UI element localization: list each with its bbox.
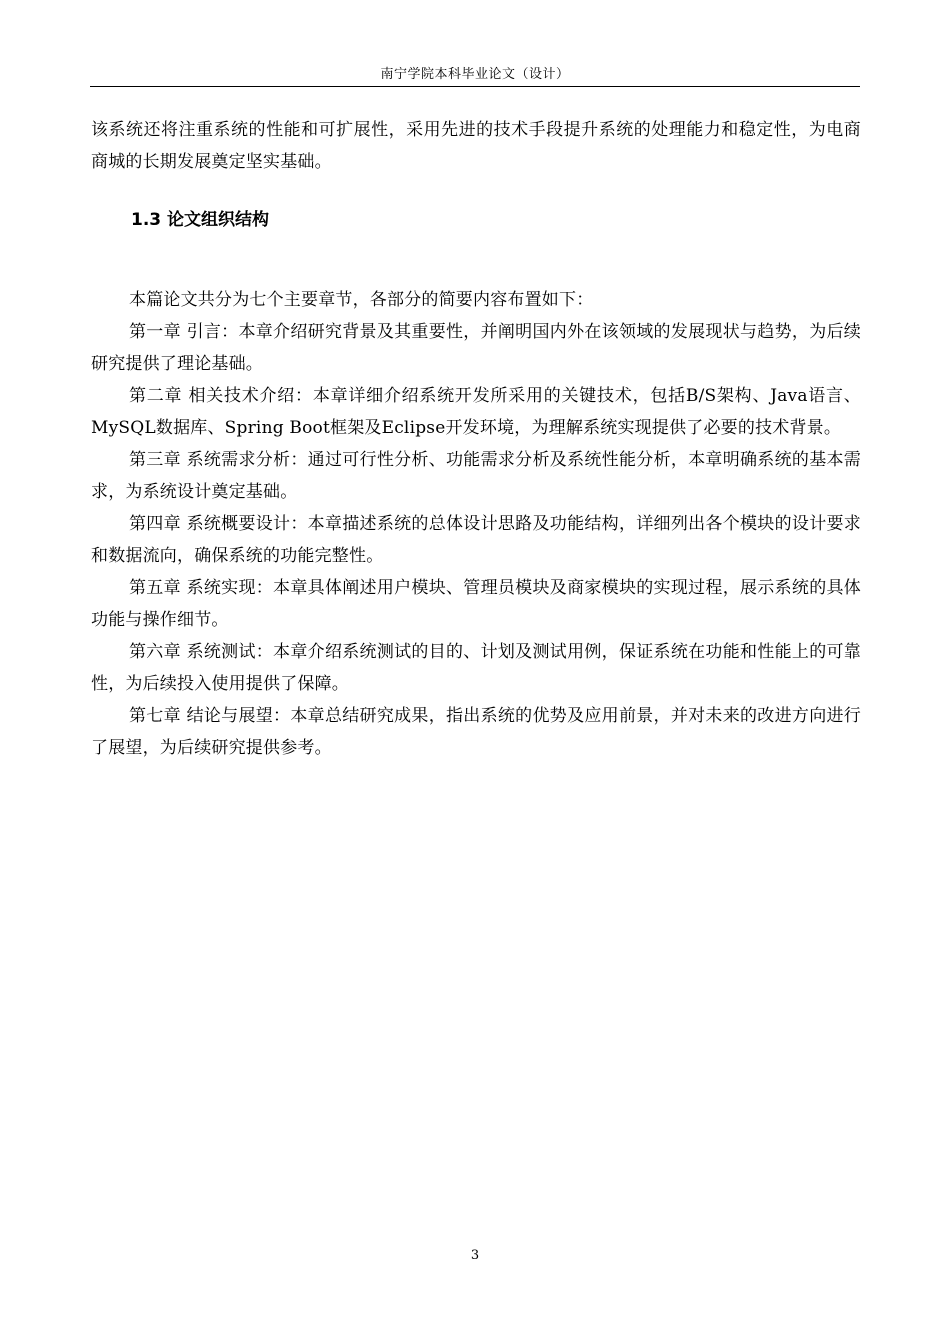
chapter-3-summary: 第三章 系统需求分析：通过可行性分析、功能需求分析及系统性能分析，本章明确系统的基本需求，为系统设计奠定基础。 — [91, 450, 861, 502]
chapter-5-summary: 第五章 系统实现：本章具体阐述用户模块、管理员模块及商家模块的实现过程，展示系统的具体功能与操作细节。 — [91, 578, 861, 630]
chapter-1-summary: 第一章 引言：本章介绍研究背景及其重要性，并阐明国内外在该领域的发展现状与趋势，为后续研究提供了理论基础。 — [91, 322, 861, 374]
chapter-7-summary: 第七章 结论与展望：本章总结研究成果，指出系统的优势及应用前景，并对未来的改进方向进行了展望，为后续研究提供参考。 — [91, 706, 861, 758]
page-header: 南宁学院本科毕业论文（设计） — [380, 67, 570, 82]
chapter-overview-paragraph: 本篇论文共分为七个主要章节，各部分的简要内容布置如下： — [129, 290, 594, 310]
header-divider — [90, 86, 860, 87]
page-content — [91, 114, 861, 764]
page-number: 3 — [470, 1248, 480, 1263]
section-title: 1.3 论文组织结构 — [131, 210, 270, 230]
chapter-2-summary: 第二章 相关技术介绍：本章详细介绍系统开发所采用的关键技术，包括B/S架构、Java语言、MySQL数据库、Spring Boot框架及Eclipse开发环境，为理解系统实现提供了必要的技术背景。 — [91, 386, 861, 438]
chapter-6-summary: 第六章 系统测试：本章介绍系统测试的目的、计划及测试用例，保证系统在功能和性能上的可靠性，为后续投入使用提供了保障。 — [91, 642, 861, 694]
chapter-4-summary: 第四章 系统概要设计：本章描述系统的总体设计思路及功能结构，详细列出各个模块的设计要求和数据流向，确保系统的功能完整性。 — [91, 514, 861, 566]
intro-paragraph: 该系统还将注重系统的性能和可扩展性，采用先进的技术手段提升系统的处理能力和稳定性，为电商商城的长期发展奠定坚实基础。 — [91, 120, 861, 172]
